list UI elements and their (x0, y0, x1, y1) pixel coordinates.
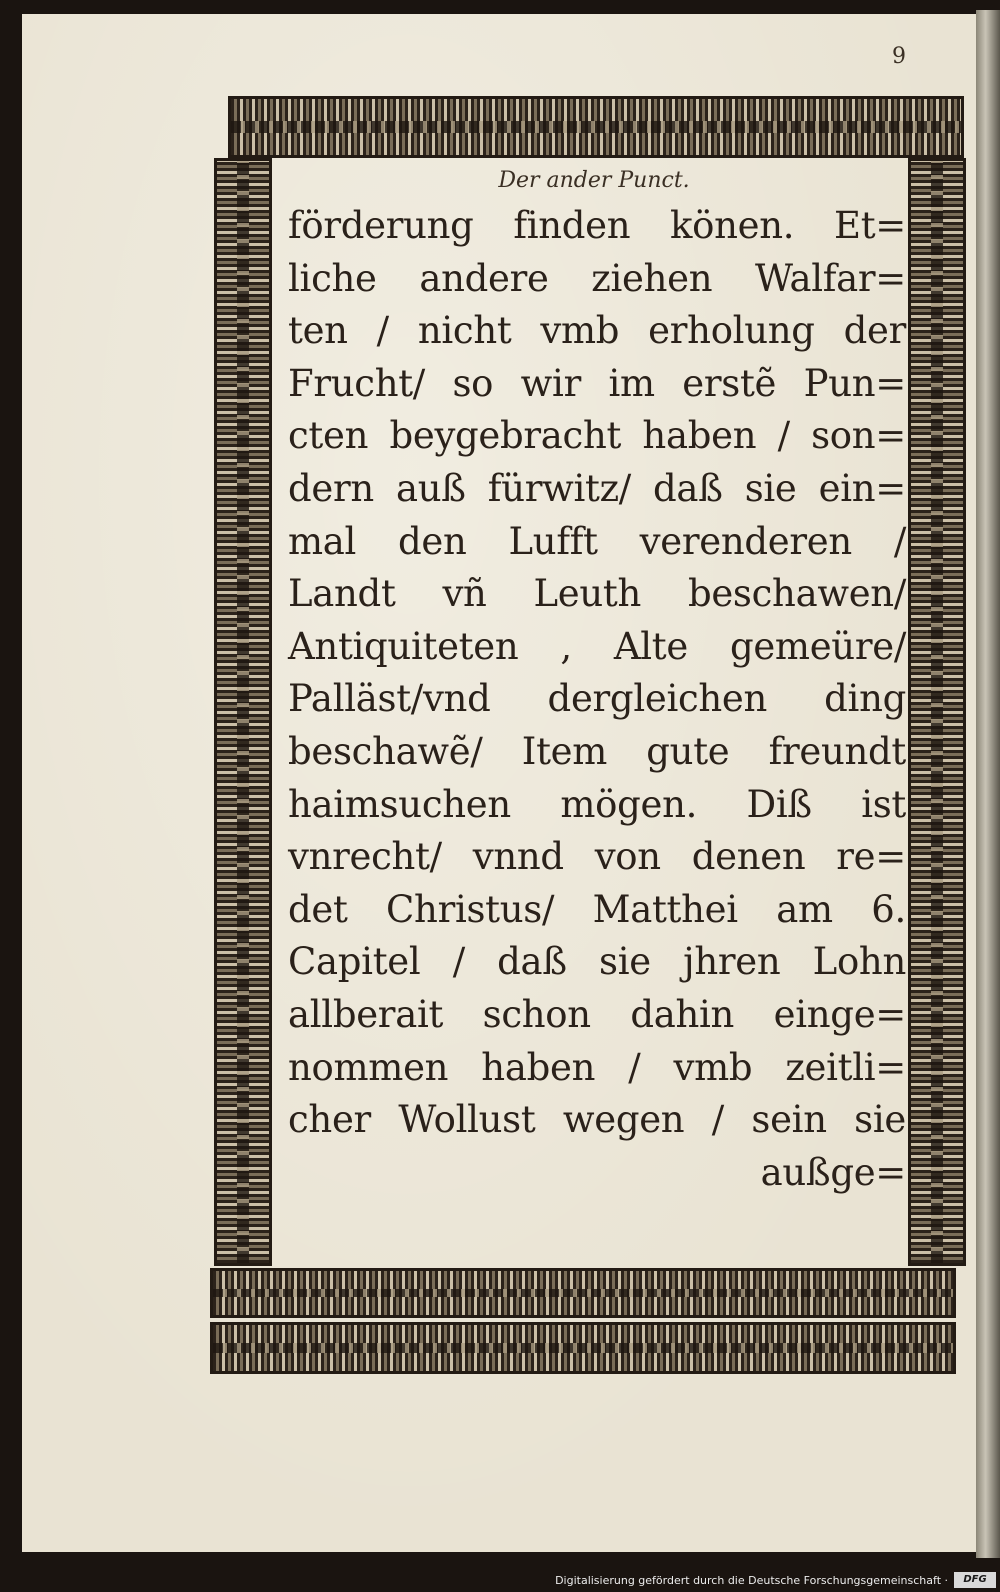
text-line: Capitel / daß sie jhren Lohn (288, 940, 906, 984)
dfg-logo: DFG (954, 1572, 996, 1588)
text-line: förderung finden könen. Et= (288, 204, 906, 247)
text-line: ten / nicht vmb erholung der (288, 309, 906, 353)
ornamental-border-bottom-lower (210, 1322, 956, 1374)
digitization-credit: Digitalisierung gefördert durch die Deutsche Forschungsgemeinschaft · (555, 1574, 948, 1587)
text-line: cten beygebracht haben / son= (288, 414, 906, 458)
running-head: Der ander Punct. (498, 168, 690, 193)
catchword: außge= (760, 1150, 906, 1194)
page-edge (976, 10, 1000, 1558)
text-line: Palläst/vnd dergleichen ding (288, 677, 906, 721)
text-line: Landt vñ Leuth beschawen/ (288, 572, 906, 616)
ornamental-border-top (228, 96, 964, 158)
text-line: cher Wollust wegen / sein sie (288, 1098, 906, 1142)
ornamental-border-right (908, 158, 966, 1266)
text-line: mal den Lufft verenderen / (288, 519, 906, 563)
text-line: haimsuchen mögen. Diß ist (288, 782, 906, 826)
text-line: beschawẽ/ Item gute freundt (288, 729, 906, 773)
body-text-block (288, 200, 906, 1199)
text-line: allberait schon dahin einge= (288, 992, 906, 1036)
text-line: vnrecht/ vnnd von denen re= (288, 835, 906, 879)
ornamental-border-bottom-upper (210, 1268, 956, 1318)
text-line: liche andere ziehen Walfar= (288, 256, 906, 300)
text-line: Frucht/ so wir im erstẽ Pun= (288, 361, 906, 405)
text-line: nommen haben / vmb zeitli= (288, 1045, 906, 1089)
text-line: Antiquiteten , Alte gemeüre/ (288, 624, 906, 668)
page-number-mark: 9 (892, 44, 906, 69)
text-line: det Christus/ Matthei am 6. (288, 887, 906, 931)
ornamental-border-left (214, 158, 272, 1266)
text-line: dern auß fürwitz/ daß sie ein= (288, 466, 906, 510)
